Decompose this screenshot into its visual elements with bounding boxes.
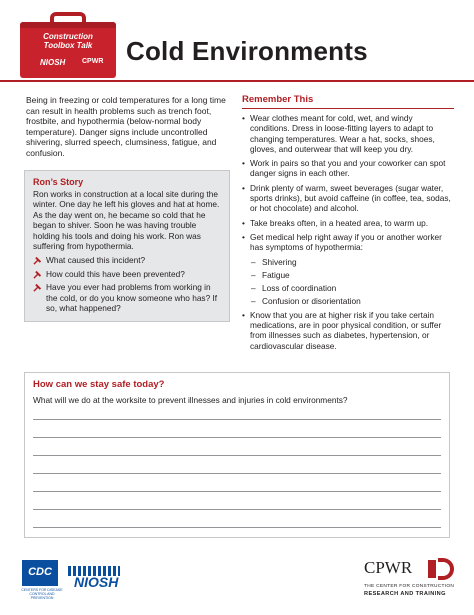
writing-line[interactable] — [33, 527, 441, 528]
story-question — [33, 255, 221, 265]
toolbox-lid — [20, 22, 116, 28]
niosh-mini-logo: NIOSH — [40, 58, 66, 67]
question-text: What caused this incident? — [46, 255, 146, 266]
cdc-logo-text: CDC — [28, 566, 52, 578]
remember-section — [242, 94, 454, 355]
header-divider — [0, 80, 474, 82]
story-title: Ron’s Story — [33, 177, 84, 187]
hammer-icon — [33, 270, 42, 279]
toolbox-logos — [26, 58, 110, 72]
writing-line[interactable] — [33, 455, 441, 456]
cpwr-tagline-2: RESEARCH AND TRAINING — [364, 591, 446, 597]
writing-line[interactable] — [33, 473, 441, 474]
remember-item: • Know that you are at higher risk if you take certain medications, are in poor physical condition, or suffer from illnesses such as diabetes, hypertension, or cardiovascular disease. — [242, 310, 454, 351]
page-title: Cold Environments — [126, 36, 368, 66]
writing-line[interactable] — [33, 419, 441, 420]
cpwr-tagline-1: THE CENTER FOR CONSTRUCTION — [364, 584, 455, 589]
remember-item: • Drink plenty of warm, sweet beverages (sugar water, sports drinks), but avoid caffeine (in coffee, tea, sodas, or hot chocolate) and alcohol. — [242, 183, 454, 214]
remember-item: • Work in pairs so that you and your coworker can spot danger signs in each other. — [242, 158, 454, 179]
toolbox-label — [24, 32, 112, 50]
intro-paragraph: Being in freezing or cold temperatures for a long time can result in health problems such as trench foot, frostbite, and hypothermia (below-normal body temperature). Danger signs include uncontrolled shivering, slurred speech, clumsiness, fatigue, and confusion. — [26, 95, 226, 158]
symptom-item: – Shivering — [242, 257, 454, 267]
writing-line[interactable] — [33, 491, 441, 492]
cpwr-logo-text: CPWR — [364, 558, 413, 577]
writing-line[interactable] — [33, 509, 441, 510]
hammer-icon — [33, 283, 42, 292]
badge-line2: Toolbox Talk — [43, 41, 93, 50]
safety-title: How can we stay safe today? — [33, 379, 165, 390]
question-text: Have you ever had problems from working in the cold, or do you know someone who has? If so, what happened? — [46, 282, 218, 314]
question-text: How could this have been prevented? — [46, 268, 185, 279]
niosh-logo-text: NIOSH — [74, 574, 119, 590]
cdc-logo — [22, 560, 58, 586]
cpwr-mini-logo: CPWR — [82, 58, 104, 65]
safety-prompt: What will we do at the worksite to prevent illnesses and injuries in cold environments? — [33, 395, 348, 405]
cpwr-logo-mark — [428, 560, 436, 578]
writing-line[interactable] — [33, 437, 441, 438]
remember-list — [242, 113, 454, 351]
symptom-item: – Fatigue — [242, 270, 454, 280]
badge-line1: Construction — [43, 32, 93, 41]
header — [0, 0, 474, 84]
hammer-icon — [33, 256, 42, 265]
story-question — [33, 269, 221, 279]
cpwr-logo-arc — [438, 558, 454, 580]
story-question — [33, 282, 221, 313]
story-text: Ron works in construction at a local site during the winter. One day he left his gloves and hat at home. As the day went on, he became so cold that he began to shiver. Soon he was having trouble holding his tools and doing his work. Ron was suffering from hypothermia. — [33, 189, 220, 252]
safety-discussion-box — [24, 372, 450, 538]
cdc-logo-subtext: CENTERS FOR DISEASE CONTROL AND PREVENTION — [21, 588, 63, 600]
remember-title: Remember This — [242, 94, 454, 109]
remember-item: • Wear clothes meant for cold, wet, and windy conditions. Dress in loose-fitting layers to adapt to changing temperatures. Wear a hat, socks, shoes, gloves, and outerwear that will keep you dry. — [242, 113, 454, 154]
story-box — [24, 170, 230, 322]
toolbox-logo — [20, 12, 116, 78]
niosh-logo — [68, 566, 120, 592]
remember-item: • Get medical help right away if you or another worker has symptoms of hypothermia: — [242, 232, 454, 253]
symptom-item: – Confusion or disorientation — [242, 296, 454, 306]
remember-item: • Take breaks often, in a heated area, to warm up. — [242, 218, 454, 228]
symptom-item: – Loss of coordination — [242, 283, 454, 293]
